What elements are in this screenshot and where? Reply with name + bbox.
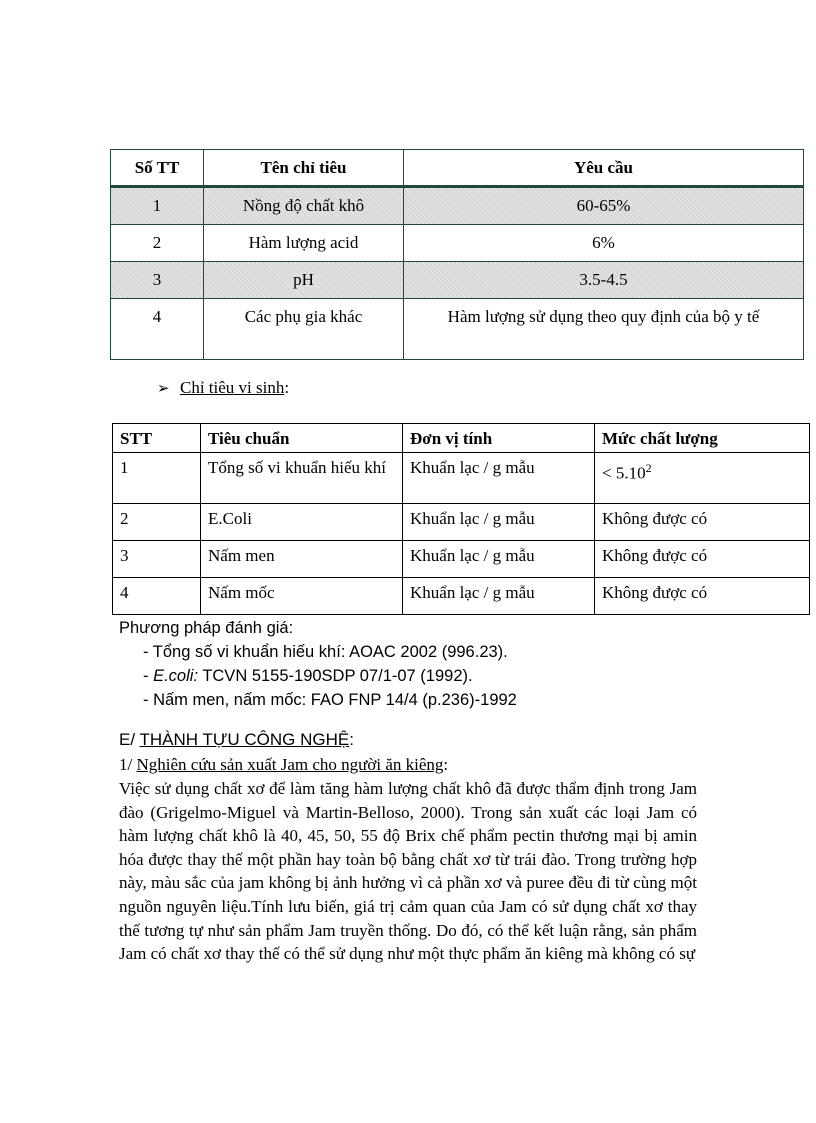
section-prefix: E/ xyxy=(119,730,140,749)
requirements-table xyxy=(110,149,804,360)
section-heading xyxy=(119,730,354,750)
cell-requirement: 6% xyxy=(404,225,804,262)
cell-standard: Nấm mốc xyxy=(201,578,403,615)
methods-title: Phương pháp đánh giá: xyxy=(119,619,294,637)
table-header-row xyxy=(111,150,804,187)
method-item xyxy=(119,664,517,688)
cell-quality-level: Không được có xyxy=(595,578,810,615)
microbiology-heading-label: Chỉ tiêu vi sinh xyxy=(180,378,285,397)
table-row xyxy=(113,504,810,541)
cell-unit: Khuẩn lạc / g mẫu xyxy=(403,453,595,504)
subsection-colon: : xyxy=(443,755,449,774)
method-item: - Nấm men, nấm mốc: FAO FNP 14/4 (p.236)-1992 xyxy=(143,691,517,709)
arrow-bullet-icon: ➢ xyxy=(157,380,170,397)
table-row xyxy=(111,187,804,225)
cell-no: 2 xyxy=(111,225,204,262)
cell-criterion: Hàm lượng acid xyxy=(204,225,404,262)
subsection-prefix: 1/ xyxy=(119,755,137,774)
cell-stt: 4 xyxy=(113,578,201,615)
col-header-standard: Tiêu chuẩn xyxy=(201,424,403,453)
cell-unit: Khuẩn lạc / g mẫu xyxy=(403,504,595,541)
col-header-requirement: Yêu cầu xyxy=(404,150,804,187)
quality-level-exponent: 2 xyxy=(645,461,652,475)
cell-stt: 1 xyxy=(113,453,201,504)
col-header-quality-level: Mức chất lượng xyxy=(595,424,810,453)
cell-standard: E.Coli xyxy=(201,504,403,541)
cell-stt: 3 xyxy=(113,541,201,578)
cell-requirement: 3.5-4.5 xyxy=(404,262,804,299)
col-header-unit: Đơn vị tính xyxy=(403,424,595,453)
table-row xyxy=(113,541,810,578)
cell-standard: Tổng số vi khuẩn hiếu khí xyxy=(201,453,403,504)
method-item: - Tổng số vi khuẩn hiếu khí: AOAC 2002 (996.23). xyxy=(143,643,508,661)
cell-criterion: pH xyxy=(204,262,404,299)
col-header-stt: STT xyxy=(113,424,201,453)
cell-criterion: Nồng độ chất khô xyxy=(204,187,404,225)
cell-no: 3 xyxy=(111,262,204,299)
table-row xyxy=(113,578,810,615)
cell-standard: Nấm men xyxy=(201,541,403,578)
section-title: THÀNH TỰU CÔNG NGHỆ xyxy=(139,730,350,749)
table-row xyxy=(111,299,804,360)
cell-stt: 2 xyxy=(113,504,201,541)
evaluation-methods xyxy=(119,616,517,712)
table-row xyxy=(111,262,804,299)
table-row xyxy=(111,225,804,262)
section-colon: : xyxy=(349,730,354,749)
table-header-row xyxy=(113,424,810,453)
cell-quality-level xyxy=(595,453,810,504)
method-ecoli-label: E.coli: xyxy=(153,667,199,685)
col-header-criterion: Tên chỉ tiêu xyxy=(204,150,404,187)
subsection-heading xyxy=(119,755,448,775)
cell-requirement: Hàm lượng sử dụng theo quy định của bộ y tế xyxy=(404,299,804,360)
method-ecoli-text: TCVN 5155-190SDP 07/1-07 (1992). xyxy=(198,667,473,685)
quality-level-value: < 5.10 xyxy=(602,463,646,483)
cell-quality-level: Không được có xyxy=(595,504,810,541)
method-dash: - xyxy=(143,667,154,685)
table-row xyxy=(113,453,810,504)
cell-criterion: Các phụ gia khác xyxy=(204,299,404,360)
cell-requirement: 60-65% xyxy=(404,187,804,225)
body-paragraph: Việc sử dụng chất xơ để làm tăng hàm lượng chất khô đã được thẩm định trong Jam đào (Grigelmo-Miguel và Martin-Belloso, 2000). Trong sản xuất các loại Jam có hàm lượng chất khô là 40, 45, 50, 55 độ Brix chế phẩm pectin thương mại bị amin hóa được thay thế một phần hay toàn bộ bằng chất xơ từ trái đào. Trong trường hợp này, màu sắc của jam không bị ảnh hưởng vì cả phần xơ và puree đều đi từ cùng một nguồn nguyên liệu.Tính lưu biến, giá trị cảm quan của Jam có sử dụng chất xơ thay thế tương tự như sản phẩm Jam truyền thống. Do đó, có thể kết luận rằng, sản phẩm Jam có chất xơ thay thế có thể sử dụng như một thực phẩm ăn kiêng mà không có sự xyxy=(119,779,697,964)
microbiology-heading xyxy=(157,378,289,398)
microbiology-table xyxy=(112,423,810,615)
cell-no: 4 xyxy=(111,299,204,360)
cell-quality-level: Không được có xyxy=(595,541,810,578)
heading-colon: : xyxy=(284,378,290,397)
cell-unit: Khuẩn lạc / g mẫu xyxy=(403,578,595,615)
cell-unit: Khuẩn lạc / g mẫu xyxy=(403,541,595,578)
cell-no: 1 xyxy=(111,187,204,225)
subsection-title: Nghiên cứu sản xuất Jam cho người ăn kiêng xyxy=(136,755,444,774)
col-header-no: Số TT xyxy=(111,150,204,187)
